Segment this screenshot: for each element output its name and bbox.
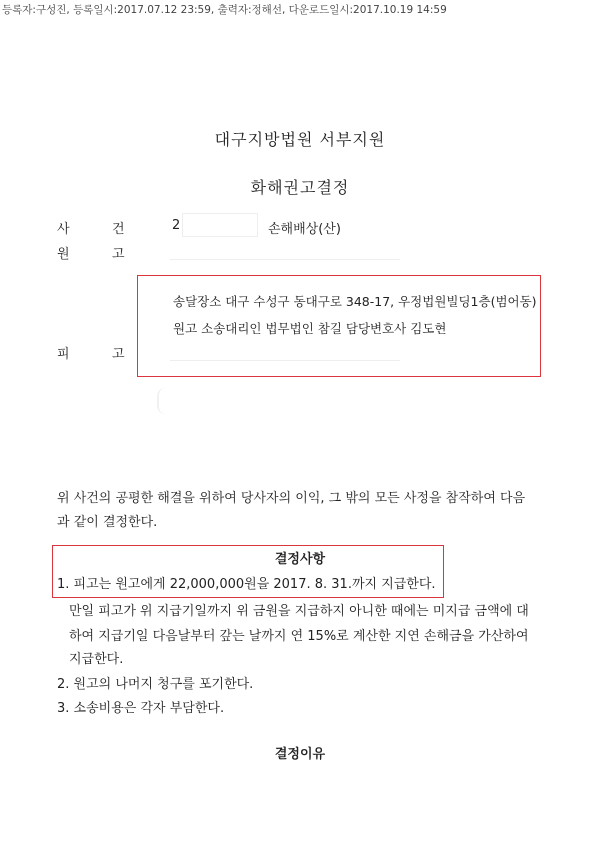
case-name: 손해배상(산) (268, 222, 341, 237)
plaintiff-label-1: 원 (57, 247, 70, 262)
redaction-line (170, 259, 400, 260)
decision-item-1-detail-1: 만일 피고가 위 지급기일까지 위 금원을 지급하지 아니한 때에는 미지급 금액에 대 (69, 604, 529, 619)
document-header-stamp: 등록자:구성진, 등록일시:2017.07.12 23:59, 출력자:정해선, 다운로드일시:2017.10.19 14:59 (2, 4, 447, 16)
decision-item-2: 2. 원고의 나머지 청구를 포기한다. (57, 677, 254, 692)
redaction-mark (157, 388, 173, 414)
document-title: 화해권고결정 (250, 178, 350, 197)
decision-item-1: 1. 피고는 원고에게 22,000,000원을 2017. 8. 31.까지 지급한다. (57, 577, 436, 592)
case-label-1: 사 (57, 222, 70, 237)
case-label-2: 건 (112, 222, 125, 237)
intro-line-2: 과 같이 결정한다. (57, 515, 158, 530)
redaction-line (170, 360, 400, 361)
redacted-case-number (182, 213, 258, 237)
court-name: 대구지방법원 서부지원 (214, 130, 386, 149)
service-address: 송달장소 대구 수성구 동대구로 348-17, 우정법원빌딩1층(범어동) (173, 294, 537, 309)
decision-item-1-detail-2: 하여 지급기일 다음날부터 갚는 날까지 연 15%로 계산한 지연 손해금을 가산하여 (69, 629, 529, 644)
case-number-prefix: 2 (172, 218, 181, 233)
decision-item-1-detail-3: 지급한다. (69, 652, 124, 667)
plaintiff-label-2: 고 (112, 247, 125, 262)
intro-line-1: 위 사건의 공평한 해결을 위하여 당사자의 이익, 그 밖의 모든 사정을 참작하여 다음 (57, 491, 526, 506)
plaintiff-counsel: 원고 소송대리인 법무법인 참길 담당변호사 김도현 (173, 321, 447, 336)
reason-heading: 결정이유 (274, 747, 326, 762)
defendant-label-2: 고 (112, 347, 125, 362)
decision-heading: 결정사항 (274, 552, 326, 567)
defendant-label-1: 피 (57, 347, 70, 362)
decision-item-3: 3. 소송비용은 각자 부담한다. (57, 701, 225, 716)
